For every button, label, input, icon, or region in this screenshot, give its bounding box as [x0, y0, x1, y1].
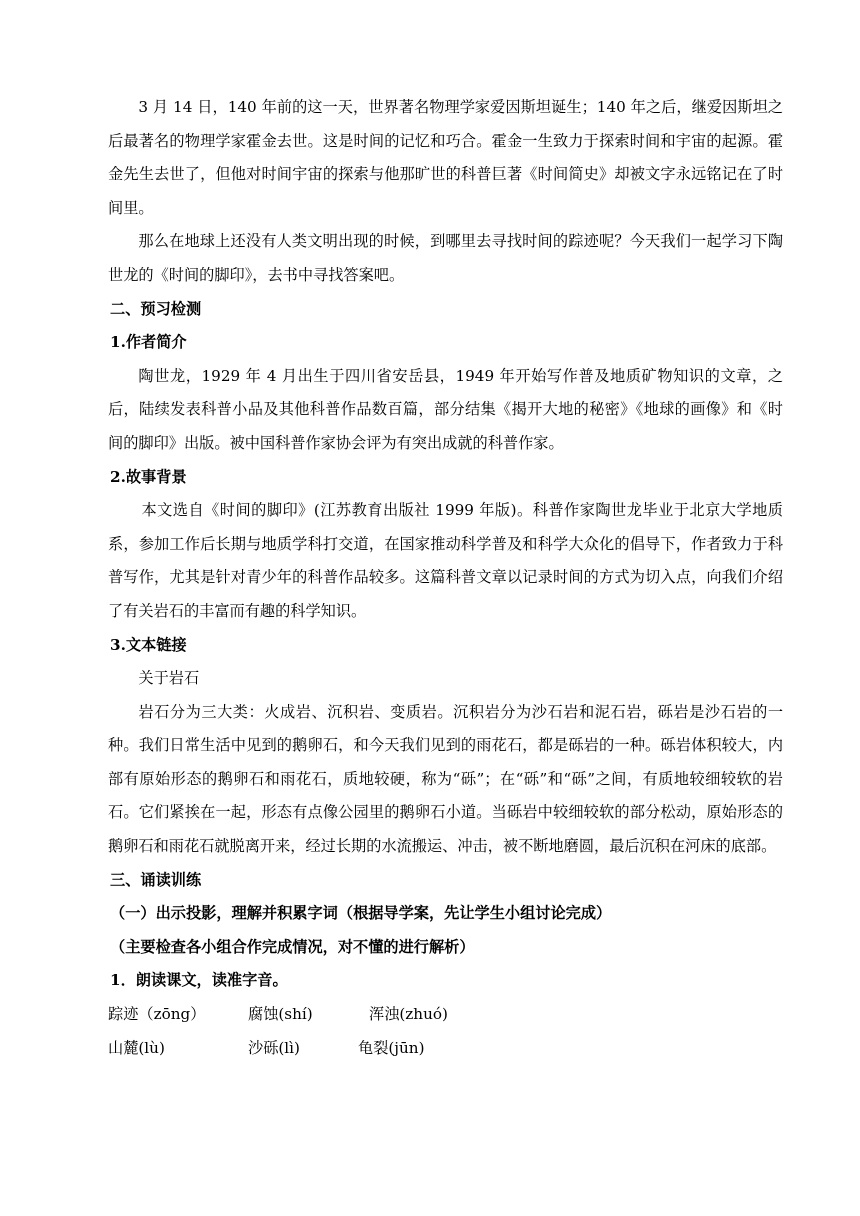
author-intro-title: 1.作者简介 [110, 333, 187, 352]
vocab-word: 踪迹（zōng） [108, 1005, 206, 1024]
vocab-word: 山麓(lù) [108, 1038, 165, 1057]
vocab-word: 浑浊(zhuó) [369, 1005, 448, 1024]
background-text: 本文选自《时间的脚印》(江苏教育出版社 1999 年版)。科普作家陶世龙毕业于北京大学地质系，参加工作后长期与地质学科打交道，在国家推动科学普及和科学大众化的倡导下，作者致力于科普写作，尤其是针对青少年的科普作品较多。这篇科普文章以记录时间的方式为切入点，向我们介绍了有关岩石的丰富而有趣的科学知识。 [108, 501, 783, 620]
background-title: 2.故事背景 [110, 467, 187, 486]
section-title-reading-training: 三、诵读训练 [110, 870, 202, 889]
vocab-row-1 [108, 998, 783, 1032]
author-intro-text: 陶世龙，1929 年 4 月出生于四川省安岳县，1949 年开始写作普及地质矿物知识的文章，之后，陆续发表科普小品及其他科普作品数百篇，部分结集《揭开大地的秘密》《地球的画像》和《时间的脚印》出版。被中国科普作家协会评为有突出成就的科普作家。 [108, 366, 783, 452]
section-title-preview-check: 二、预习检测 [110, 299, 202, 318]
reading-sub-instruction-1: （一）出示投影，理解并积累字词（根据导学案，先让学生小组讨论完成） [110, 904, 612, 923]
text-link-subtitle: 关于岩石 [138, 669, 200, 688]
vocab-word: 沙砾(lì) [248, 1038, 300, 1057]
text-link-body: 岩石分为三大类：火成岩、沉积岩、变质岩。沉积岩分为沙石岩和泥石岩，砾岩是沙石岩的一种。我们日常生活中见到的鹅卵石，和今天我们见到的雨花石，都是砾岩的一种。砾岩体积较大，内部有原始形态的鹅卵石和雨花石，质地较硬，称为“砾”；在“砾”和“砾”之间，有质地较细较软的岩石。它们紧挨在一起，形态有点像公园里的鹅卵石小道。当砾岩中较细较软的部分松动，原始形态的鹅卵石和雨花石就脱离开来，经过长期的水流搬运、冲击，被不断地磨圆，最后沉积在河床的底部。 [108, 702, 783, 856]
text-link-title: 3.文本链接 [110, 635, 187, 654]
vocab-word: 腐蚀(shí) [248, 1005, 313, 1024]
vocab-row-2 [108, 1032, 783, 1066]
reading-task-title: 1．朗读课文，读准字音。 [110, 971, 288, 990]
intro-paragraph-2: 那么在地球上还没有人类文明出现的时候，到哪里去寻找时间的踪迹呢？今天我们一起学习下陶世龙的《时间的脚印》，去书中寻找答案吧。 [108, 232, 783, 284]
document-page [108, 91, 783, 1065]
vocab-word: 龟裂(jūn) [358, 1038, 425, 1057]
intro-paragraph-1: 3 月 14 日，140 年前的这一天，世界著名物理学家爱因斯坦诞生；140 年之后，继爱因斯坦之后最著名的物理学家霍金去世。这是时间的记忆和巧合。霍金一生致力于探索时间和宇宙的起源。霍金先生去世了，但他对时间宇宙的探索与他那旷世的科普巨著《时间简史》却被文字永远铭记在了时间里。 [108, 98, 783, 217]
reading-sub-instruction-2: （主要检查各小组合作完成情况，对不懂的进行解析） [110, 937, 475, 956]
